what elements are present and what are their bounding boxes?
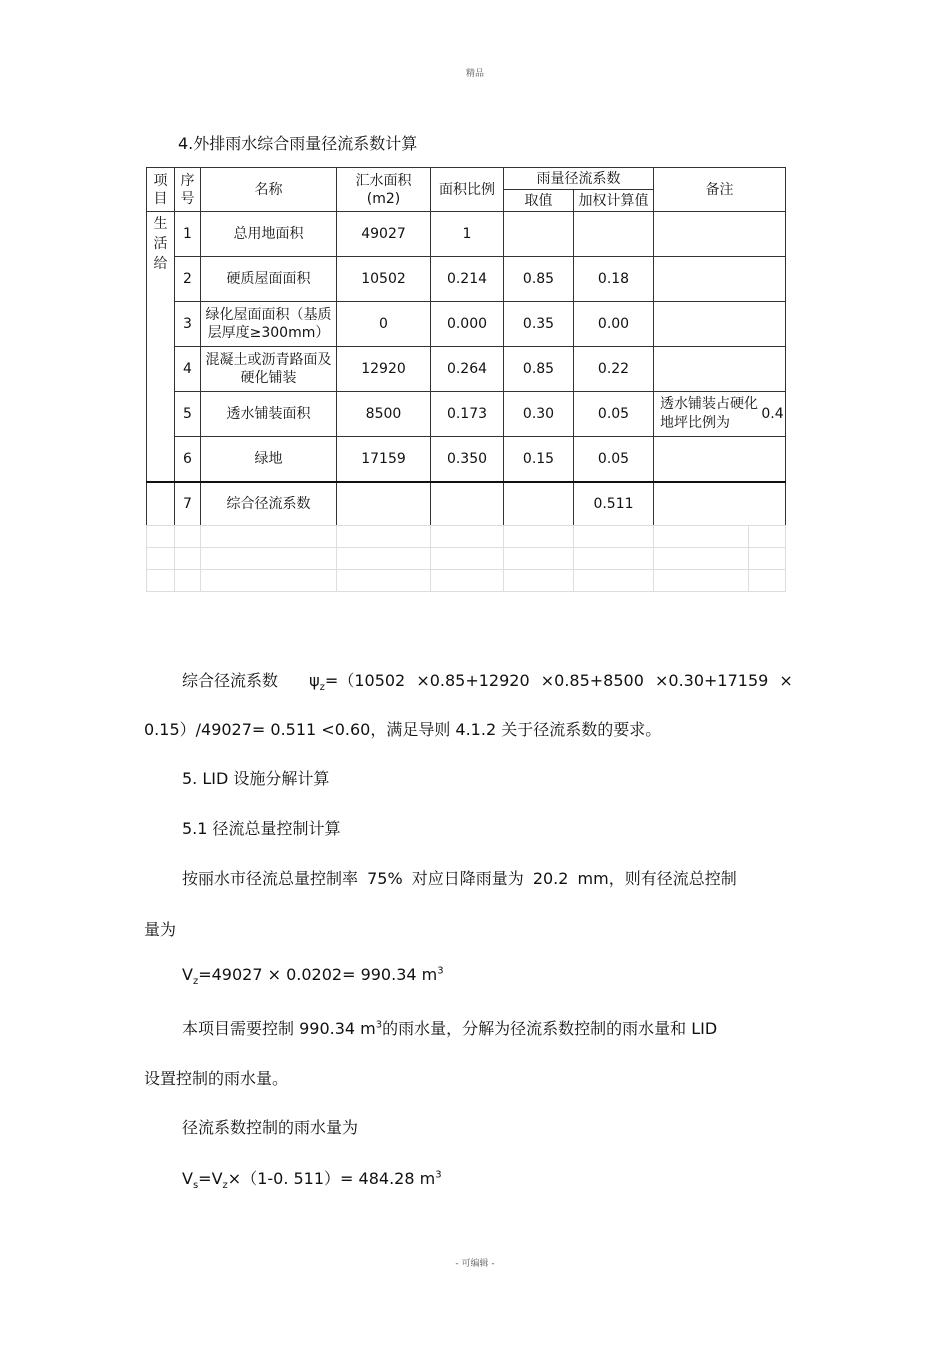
row7-seq: 7 [175,482,201,526]
header-item: 项目 [147,168,175,212]
vs-equation [182,1166,442,1191]
header-seq: 序号 [175,168,201,212]
row5-remark-value: 0.4 [761,406,784,422]
header-ratio: 面积比例 [431,168,504,212]
row2-area: 10502 [337,257,431,302]
row1-area: 49027 [337,212,431,257]
page-footer: - 可编辑 - [455,1259,495,1269]
header-coef-weighted: 加权计算值 [574,190,654,212]
row4-area: 12920 [337,347,431,392]
psi-subscript: z [319,682,325,694]
row5-remark-text: 透水铺装占硬化地坪比例为 [660,396,758,431]
row3-weighted: 0.00 [574,302,654,347]
runoff-coefficient-table [146,167,786,526]
row6-name: 绿地 [201,437,337,482]
need-amount: 本项目需要控制 990.34 m [182,1019,376,1038]
row2-weighted: 0.18 [574,257,654,302]
row4-name: 混凝土或沥青路面及硬化铺装 [201,347,337,392]
need-description: 的雨水量，分解为径流系数控制的雨水量和 LID [382,1019,718,1038]
control-line2: 量为 [144,920,177,939]
header-remark: 备注 [654,168,786,212]
row7-ratio [431,482,504,526]
row1-ratio: 1 [431,212,504,257]
vz-expression: =49027 × 0.0202= 990.34 m [198,965,438,984]
row2-remark [654,257,786,302]
row3-name: 绿化屋面面积（基质层厚度≥300mm） [201,302,337,347]
header-name: 名称 [201,168,337,212]
vs-expression-end: ×（1-0. 511）= 484.28 m [227,1169,436,1188]
control-line1: 按丽水市径流总量控制率 75% 对应日降雨量为 20.2 mm，则有径流总控制 [182,869,737,888]
row5-weighted: 0.05 [574,392,654,437]
formula-psi [309,671,325,694]
row1-seq: 1 [175,212,201,257]
row2-name: 硬质屋面面积 [201,257,337,302]
row3-seq: 3 [175,302,201,347]
row6-area: 17159 [337,437,431,482]
row5-value: 0.30 [504,392,574,437]
header-coef-value: 取值 [504,190,574,212]
header-area: 汇水面积(m2) [337,168,431,212]
row5-name: 透水铺装面积 [201,392,337,437]
vz-subscript: z [192,976,199,988]
section4-heading: 4.外排雨水综合雨量径流系数计算 [178,134,418,153]
vz-superscript: 3 [437,965,444,977]
row4-seq: 4 [175,347,201,392]
page-header: 精品 [465,69,484,79]
row7-area [337,482,431,526]
row6-weighted: 0.05 [574,437,654,482]
row1-weighted [574,212,654,257]
group-label: 生活给 [147,212,175,482]
formula-line2: 0.15）/49027= 0.511 <0.60，满足导则 4.1.2 关于径流系数的要求。 [144,720,662,739]
row3-area: 0 [337,302,431,347]
section5-heading: 5. LID 设施分解计算 [182,769,330,788]
row7-name: 综合径流系数 [201,482,337,526]
need-line2: 设置控制的雨水量。 [144,1069,289,1088]
vs-expression-subscript: z [222,1180,228,1192]
row2-seq: 2 [175,257,201,302]
row3-ratio: 0.000 [431,302,504,347]
row7-remark [654,482,786,526]
row1-name: 总用地面积 [201,212,337,257]
row4-ratio: 0.264 [431,347,504,392]
row6-remark [654,437,786,482]
row2-value: 0.85 [504,257,574,302]
row3-value: 0.35 [504,302,574,347]
vz-variable: V [182,965,193,984]
row3-remark [654,302,786,347]
vz-equation [182,965,444,987]
need-line1 [182,1016,717,1039]
row1-remark [654,212,786,257]
vs-subscript: s [192,1180,199,1192]
empty-grid [146,525,786,592]
row5-area: 8500 [337,392,431,437]
row2-ratio: 0.214 [431,257,504,302]
row6-value: 0.15 [504,437,574,482]
formula-expression: =（10502 ×0.85+12920 ×0.85+8500 ×0.30+17159 × [324,671,793,690]
psi-symbol: ψ [309,671,320,690]
row4-weighted: 0.22 [574,347,654,392]
coef-control-label: 径流系数控制的雨水量为 [182,1118,359,1137]
vs-superscript: 3 [435,1169,442,1181]
vs-variable: V [182,1169,193,1188]
row4-value: 0.85 [504,347,574,392]
row7-value [504,482,574,526]
row5-seq: 5 [175,392,201,437]
header-coef-group: 雨量径流系数 [504,168,654,190]
row5-remark-cell [654,392,786,437]
row5-ratio: 0.173 [431,392,504,437]
formula-line1 [182,668,793,693]
row4-remark [654,347,786,392]
need-superscript: 3 [375,1019,383,1031]
row6-ratio: 0.350 [431,437,504,482]
vs-expression-start: =V [198,1169,223,1188]
row7-group [147,482,175,526]
row7-weighted: 0.511 [574,482,654,526]
row1-value [504,212,574,257]
section51-heading: 5.1 径流总量控制计算 [182,819,341,838]
row6-seq: 6 [175,437,201,482]
formula-label: 综合径流系数 [182,671,279,690]
